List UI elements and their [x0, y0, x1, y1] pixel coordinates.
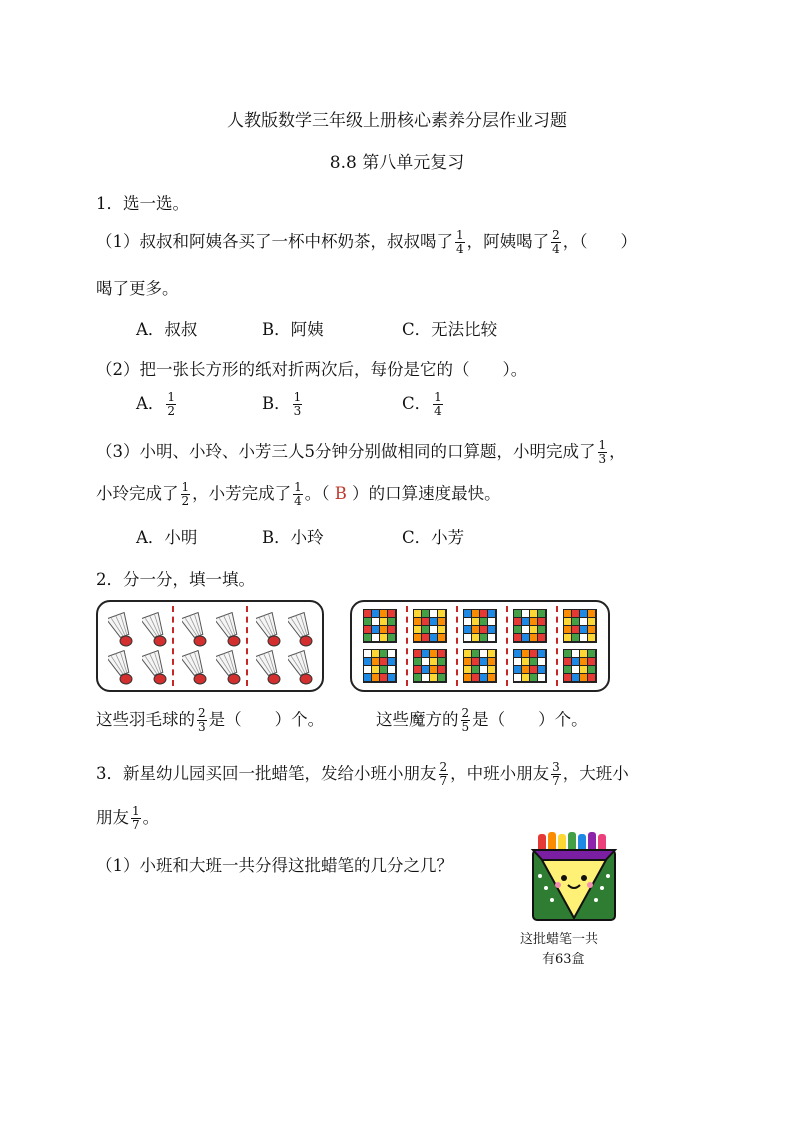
q1-p3-option-c[interactable]: C．小芳 — [402, 528, 465, 547]
fraction: $\frac{2}{5}$ — [461, 706, 470, 734]
q1-p1-line1 — [96, 228, 637, 256]
rubik-cube-icon — [512, 608, 548, 644]
rubik-cube-icon — [512, 648, 548, 684]
page-title: 人教版数学三年级上册核心素养分层作业习题 — [227, 111, 567, 131]
shuttlecock-icon — [216, 610, 246, 648]
rubik-cube-icon — [362, 608, 398, 644]
shuttlecock-icon — [216, 648, 246, 686]
divider — [406, 606, 408, 686]
fraction: $\frac{2}{3}$ — [198, 706, 206, 734]
shuttlecock-icon — [182, 648, 212, 686]
rubik-cube-icon — [462, 648, 498, 684]
rubik-cube-icon — [562, 648, 598, 684]
q1-p2-text: （2）把一张长方形的纸对折两次后，每份是它的（ ）。 — [96, 360, 528, 379]
crayon-caption-1: 这批蜡笔一共 — [520, 932, 599, 947]
q1-p1-option-c[interactable]: C．无法比较 — [402, 320, 498, 339]
q2-left-blank[interactable]: 是（ ）个。 — [208, 710, 325, 729]
fraction: $\frac{1}{2}$ — [181, 480, 190, 508]
q1-p1-text-b: ，阿姨喝了 — [466, 232, 550, 251]
q2-left-question: 这些羽毛球的 $\frac{2}{3}$ 是（ ）个。 — [96, 706, 325, 734]
divider — [172, 606, 174, 686]
fraction: $\frac{2}{4}$ — [552, 228, 560, 256]
divider — [556, 606, 558, 686]
shuttlecock-icon — [108, 648, 138, 686]
q1-p1-line2: 喝了更多。 — [96, 279, 179, 298]
q1-heading: 1．选一选。 — [96, 194, 189, 213]
shuttlecock-icon — [142, 610, 172, 648]
shuttlecock-icon — [256, 648, 286, 686]
fraction: $\frac{1}{4}$ — [434, 390, 442, 418]
shuttlecock-icon — [108, 610, 138, 648]
fraction: $\frac{2}{7}$ — [439, 760, 448, 788]
q1-p1-answer-blank[interactable]: ，（ ） — [562, 232, 638, 251]
fraction: $\frac{1}{3}$ — [598, 438, 607, 466]
q1-p3-line1: （3）小明、小玲、小芳三人5分钟分别做相同的口算题，小明完成了 $\frac{1}{3}$ ， — [96, 438, 626, 466]
shuttlecock-icon — [288, 648, 318, 686]
shuttlecock-icon — [142, 648, 172, 686]
rubik-cube-box — [350, 600, 610, 692]
q2-right-blank[interactable]: 是（ ）个。 — [472, 710, 588, 729]
shuttlecock-box — [96, 600, 324, 692]
rubik-cube-icon — [462, 608, 498, 644]
q1-p3-answer[interactable]: B — [334, 484, 347, 503]
rubik-cube-icon — [412, 648, 448, 684]
divider — [456, 606, 458, 686]
rubik-cube-icon — [412, 608, 448, 644]
rubik-cube-icon — [362, 648, 398, 684]
divider — [246, 606, 248, 686]
q2-right-question: 这些魔方的 $\frac{2}{5}$ 是（ ）个。 — [376, 706, 588, 734]
page-subtitle: 8.8 第八单元复习 — [329, 153, 465, 173]
fraction: $\frac{1}{7}$ — [132, 804, 140, 832]
q1-p2-option-a[interactable]: A． $\frac{1}{2}$ — [136, 390, 176, 418]
fraction: $\frac{1}{4}$ — [294, 480, 302, 508]
q1-p2-option-c[interactable]: C． $\frac{1}{4}$ — [402, 390, 442, 418]
q1-p3-option-a[interactable]: A．小明 — [136, 528, 198, 547]
rubik-cube-icon — [562, 608, 598, 644]
divider — [506, 606, 508, 686]
q1-p1-text-a: （1）叔叔和阿姨各买了一杯中杯奶茶，叔叔喝了 — [96, 232, 453, 251]
q2-heading: 2．分一分，填一填。 — [96, 570, 255, 589]
crayon-box-icon — [528, 830, 620, 922]
q1-p1-option-a[interactable]: A．叔叔 — [136, 320, 198, 339]
fraction: $\frac{1}{2}$ — [167, 390, 176, 418]
q1-p3-option-b[interactable]: B．小玲 — [262, 528, 324, 547]
shuttlecock-icon — [256, 610, 286, 648]
q3-p1-text: （1）小班和大班一共分得这批蜡笔的几分之几？ — [96, 856, 453, 875]
q1-p1-option-b[interactable]: B．阿姨 — [262, 320, 324, 339]
crayon-caption-2: 有63盒 — [542, 952, 585, 967]
q1-p3-line2: 小玲完成了 $\frac{1}{2}$ ，小芳完成了 $\frac{1}{4}$ 。（ B ）的口算速度最快。 — [96, 480, 501, 508]
q1-p2-option-b[interactable]: B． $\frac{1}{3}$ — [262, 390, 302, 418]
fraction: $\frac{1}{4}$ — [456, 228, 464, 256]
fraction: $\frac{3}{7}$ — [552, 760, 560, 788]
fraction: $\frac{1}{3}$ — [293, 390, 302, 418]
shuttlecock-icon — [182, 610, 212, 648]
q3-line1: 3．新星幼儿园买回一批蜡笔，发给小班小朋友 $\frac{2}{7}$ ，中班小朋友 $\frac{3}{7}$ ，大班小 — [96, 760, 629, 788]
q3-line2: 朋友 $\frac{1}{7}$ 。 — [96, 804, 160, 832]
shuttlecock-icon — [288, 610, 318, 648]
